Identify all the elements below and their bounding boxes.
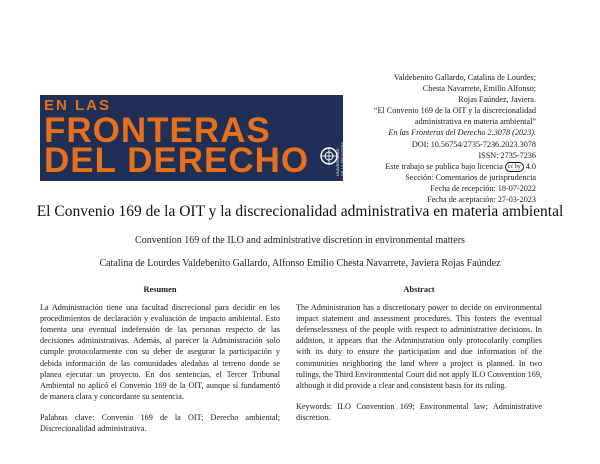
resumen-keywords: Palabras clave: Convenio 169 de la OIT; Derecho ambiental; Discrecionalidad administrativa. bbox=[40, 412, 280, 434]
banner-line-3: DEL DERECHO bbox=[44, 141, 310, 180]
citation-accepted: Fecha de aceptación: 27-03-2023 bbox=[427, 195, 536, 205]
cc-license-icon[interactable]: cc by bbox=[505, 162, 524, 172]
banner-line-2: FRONTERAS bbox=[44, 111, 271, 150]
resumen-body: La Administración tiene una facultad discrecional para decidir en los procedimientos de declaración y evaluación de impacto ambiental. Esto fomenta una eventual indefensión de las personas respecto de las decisiones administrativas. Además, al parecer la Administración solo cumple protocolarmente con su deber de asegurar la participación y debida información de las comunidades aledañas al terreno donde se planea ejecutar un proyecto. En dos sentencias, el Tercer Tribunal Ambiental no aplicó el Convenio 169 de la OIT, aunque sí fundamentó de manera clara y concordante su sentencia. bbox=[40, 303, 280, 401]
resumen-section bbox=[40, 284, 280, 434]
article-authors: Catalina de Lourdes Valdebenito Gallardo, Alfonso Emilio Chesta Navarrete, Javiera Rojas Faúndez bbox=[99, 258, 501, 269]
abstract-body: The Administration has a discretionary power to decide on environmental impact statement and assessment procedures. This fosters the eventual defenselessness of the people with respect to administrative decisions. In addition, it appears that the Administration only protocolarily complies with its duty to ensure the participation and due information of the communities neighboring the land where a project is planned. In two rulings, the Third Environmental Court did not apply ILO Convention 169, although it did provide a clear and consistent basis for its ruling. bbox=[296, 303, 542, 390]
svg-text:UNIVERSIDAD: UNIVERSIDAD bbox=[335, 148, 340, 176]
svg-text:DE LA FRONTERA: DE LA FRONTERA bbox=[340, 141, 345, 176]
citation-license: Este trabajo se publica bajo licencia cc by 4.0 bbox=[385, 161, 536, 171]
citation-line: “El Convenio 169 de la OIT y la discrecionalidad bbox=[373, 106, 536, 116]
article-title: El Convenio 169 de la OIT y la discrecionalidad administrativa en materia ambiental bbox=[36, 203, 564, 220]
citation-journal: En las Fronteras del Derecho 2.3078 (2023). bbox=[388, 128, 536, 138]
citation-doi[interactable]: DOI: 10.56754/2735-7236.2023.3078 bbox=[411, 139, 536, 149]
citation-issn: ISSN: 2735-7236 bbox=[478, 150, 536, 160]
citation-received: Fecha de recepción: 18-07-2022 bbox=[430, 183, 536, 193]
article-subtitle: Convention 169 of the ILO and administrative discretion in environmental matters bbox=[135, 235, 465, 246]
banner-line-1: EN LAS bbox=[44, 97, 112, 114]
citation-section: Sección: Comentarios de jurisprudencia bbox=[405, 172, 536, 182]
citation-block bbox=[296, 72, 536, 205]
citation-line: Rojas Faúndez, Javiera. bbox=[458, 95, 536, 105]
resumen-heading: Resumen bbox=[143, 285, 177, 294]
abstract-keywords: Keywords: ILO Convention 169; Environmental law; Administrative discretion. bbox=[296, 401, 542, 422]
citation-line: Chesta Navarrete, Emilio Alfonso; bbox=[422, 84, 536, 94]
citation-line: administrativa en materia ambiental” bbox=[414, 117, 536, 127]
abstract-heading: Abstract bbox=[403, 285, 435, 294]
citation-line: Valdebenito Gallardo, Catalina de Lourdes; bbox=[393, 73, 536, 82]
abstract-section bbox=[296, 284, 542, 423]
